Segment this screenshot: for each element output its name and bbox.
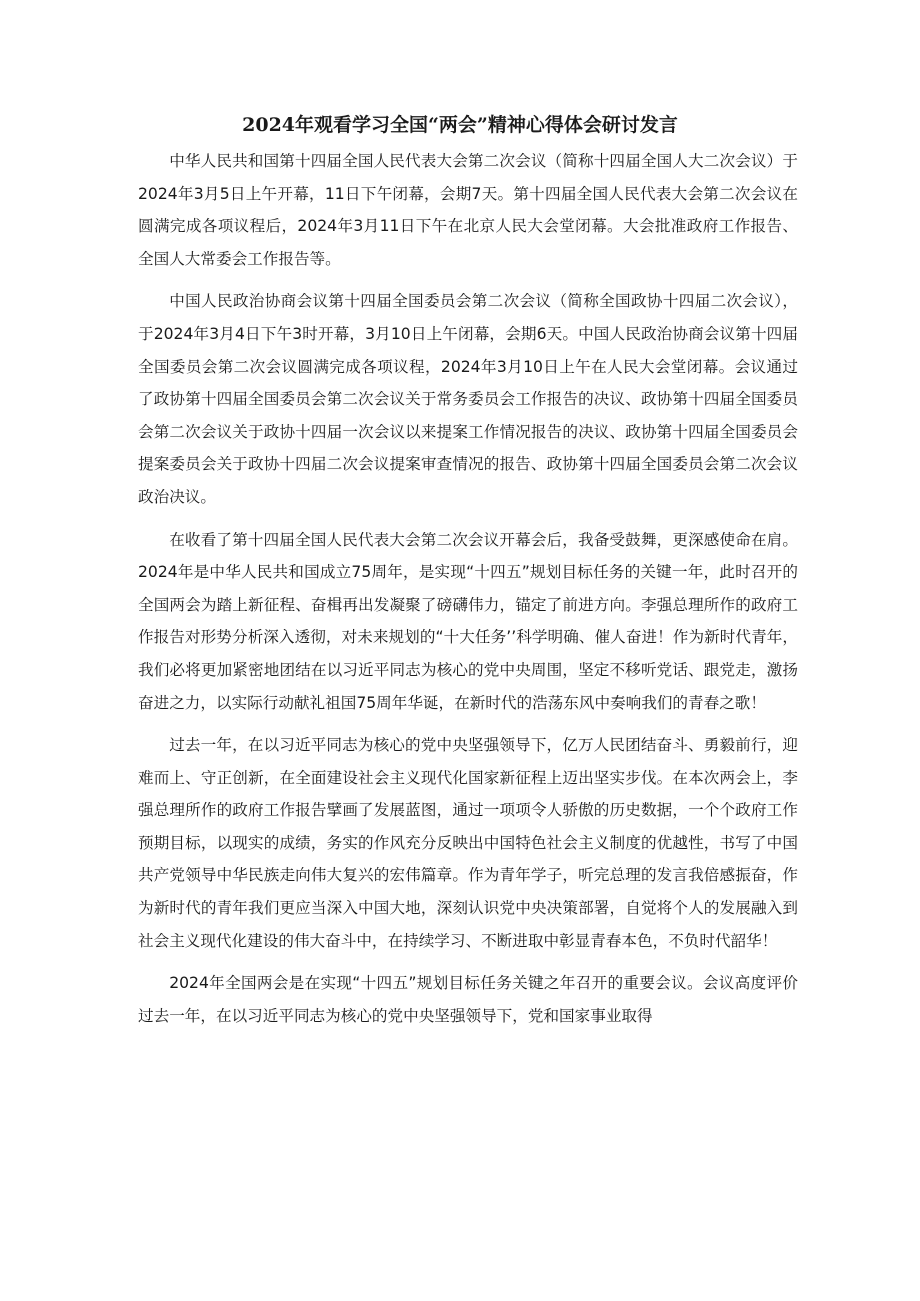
paragraph-youth-reflection: 在收看了第十四届全国人民代表大会第二次会议开幕会后，我备受鼓舞，更深感使命在肩。2024年是中华人民共和国成立75周年，是实现“十四五”规划目标任务的关键一年，此时召开的全国两会为踏上新征程、奋楫再出发凝聚了磅礴伟力，锚定了前进方向。李强总理所作的政府工作报告对形势分析深入透彻，对未来规划的“十大任务’’科学明确、催人奋进！作为新时代青年，我们必将更加紧密地团结在以习近平同志为核心的党中央周围，坚定不移听党话、跟党走，激扬奋进之力，以实际行动献礼祖国75周年华诞，在新时代的浩荡东风中奏响我们的青春之歌！ bbox=[138, 530, 798, 712]
paragraph-npc-session: 中华人民共和国第十四届全国人民代表大会第二次会议（简称十四届全国人大二次会议）于2024年3月5日上午开幕，11日下午闭幕，会期7天。第十四届全国人民代表大会第二次会议在圆满完成各项议程后，2024年3月11日下午在北京人民大会堂闭幕。大会批准政府工作报告、全国人大常委会工作报告等。 bbox=[138, 152, 798, 268]
paragraph-cppcc-session: 中国人民政治协商会议第十四届全国委员会第二次会议（简称全国政协十四届二次会议），于2024年3月4日下午3时开幕，3月10日上午闭幕，会期6天。中国人民政治协商会议第十四届全国委员会第二次会议圆满完成各项议程，2024年3月10日上午在人民大会堂闭幕。会议通过了政协第十四届全国委员会第二次会议关于常务委员会工作报告的决议、政协第十四届全国委员会第二次会议关于政协十四届一次会议以来提案工作情况报告的决议、政协第十四届全国委员会提案委员会关于政协十四届二次会议提案审查情况的报告、政协第十四届全国委员会第二次会议政治决议。 bbox=[138, 292, 798, 506]
paragraph-key-year: 2024年全国两会是在实现“十四五”规划目标任务关键之年召开的重要会议。会议高度评价过去一年，在以习近平同志为核心的党中央坚强领导下，党和国家事业取得 bbox=[138, 974, 798, 1025]
paragraph-past-year: 过去一年，在以习近平同志为核心的党中央坚强领导下，亿万人民团结奋斗、勇毅前行，迎难而上、守正创新，在全面建设社会主义现代化国家新征程上迈出坚实步伐。在本次两会上，李强总理所作的政府工作报告擘画了发展蓝图，通过一项项令人骄傲的历史数据，一个个政府工作预期目标，以现实的成绩，务实的作风充分反映出中国特色社会主义制度的优越性，书写了中国共产党领导中华民族走向伟大复兴的宏伟篇章。作为青年学子，听完总理的发言我倍感振奋，作为新时代的青年我们更应当深入中国大地，深刻认识党中央决策部署，自觉将个人的发展融入到社会主义现代化建设的伟大奋斗中，在持续学习、不断进取中彰显青春本色，不负时代韶华！ bbox=[138, 736, 798, 950]
document-body bbox=[138, 145, 798, 1032]
document-title: 2024年观看学习全国“两会”精神心得体会研讨发言 bbox=[242, 114, 678, 136]
